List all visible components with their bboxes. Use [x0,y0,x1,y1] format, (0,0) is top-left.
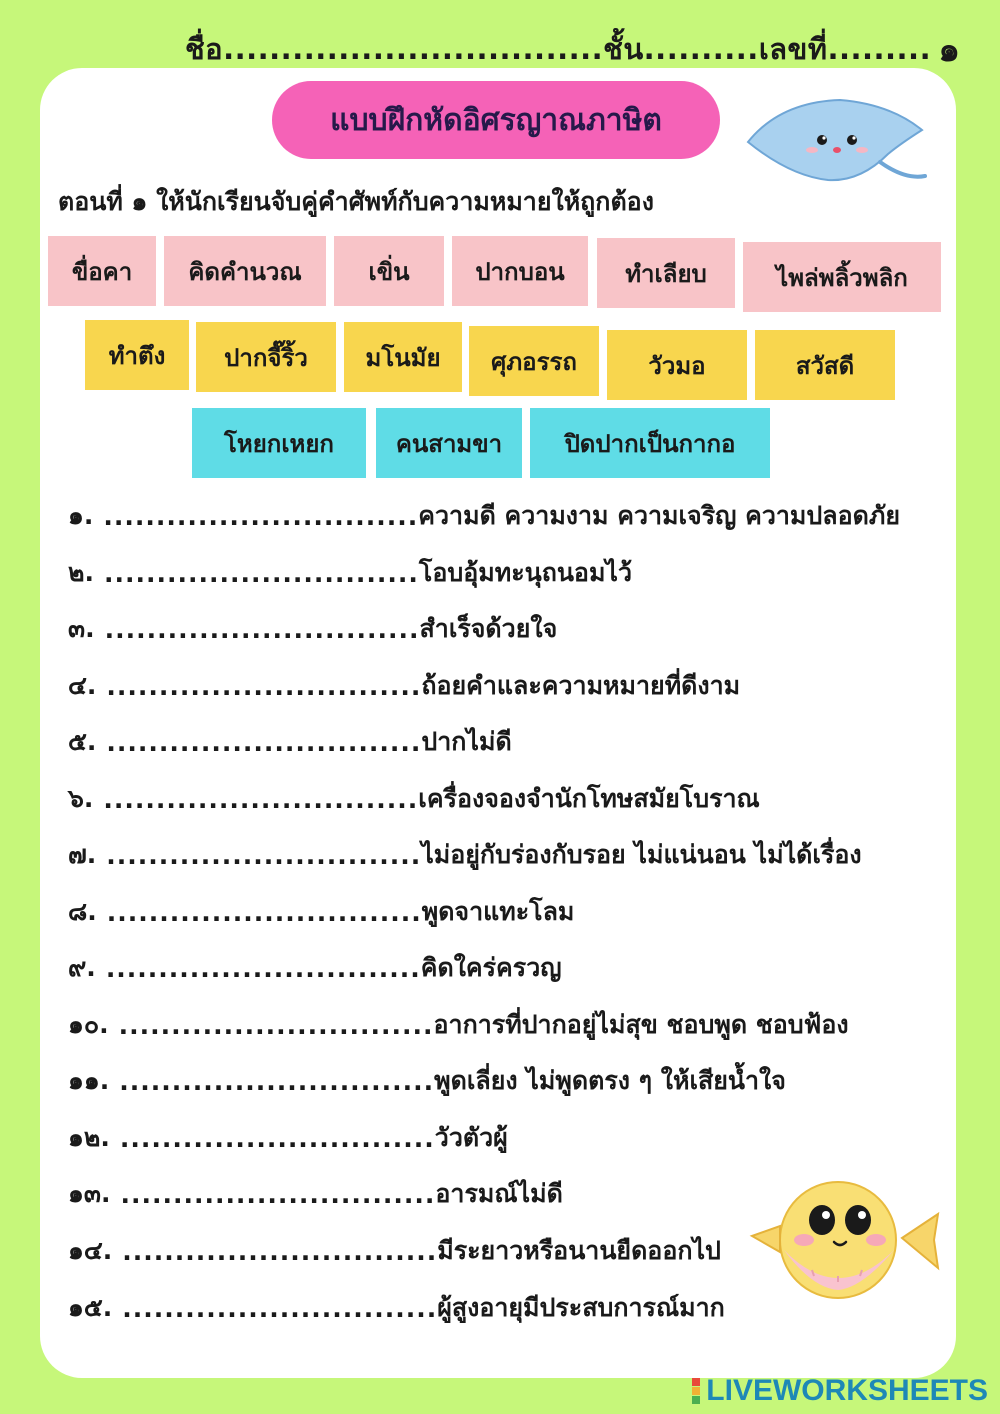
question-number: ๕. [68,727,97,756]
word-tag[interactable]: ศุภอรรถ [469,326,599,396]
question-meaning: ความดี ความงาม ความเจริญ ความปลอดภัย [418,501,900,530]
question-row [68,835,862,875]
answer-blank[interactable]: .............................. [120,1179,436,1209]
question-meaning: เครื่องจองจำนักโทษสมัยโบราณ [418,784,760,813]
student-info-header [0,18,1000,68]
question-row [68,496,900,536]
liveworksheets-logo[interactable] [692,1374,988,1408]
answer-blank[interactable]: .............................. [118,1010,434,1040]
question-row [68,1005,849,1045]
instruction-text: ตอนที่ ๑ ให้นักเรียนจับคู่คำศัพท์กับความหมายให้ถูกต้อง [58,187,654,216]
question-number: ๑๑. [68,1066,110,1095]
question-row [68,609,557,649]
question-meaning: อาการที่ปากอยู่ไม่สุข ชอบพูด ชอบฟ้อง [433,1010,849,1039]
word-tag[interactable]: ไพล่พลิ้วพลิก [743,242,941,312]
pufferfish-icon [742,1178,942,1302]
question-number: ๑๓. [68,1179,111,1208]
question-row [68,1061,786,1101]
worksheet-title [272,81,720,159]
question-meaning: ไม่อยู่กับร่องกับรอย ไม่แน่นอน ไม่ได้เรื่อง [421,840,862,869]
word-tag[interactable]: เขิ่น [334,236,444,306]
word-tag[interactable]: ปากบอน [452,236,588,306]
question-number: ๒. [68,558,94,587]
name-class-number-line[interactable]: ชื่อ.................................ชั้น..........เลขที่......... [185,32,932,66]
question-row [68,779,760,819]
question-meaning: คิดใคร่ครวญ [420,953,562,982]
question-meaning: มีระยาวหรือนานยืดออกไป [437,1236,721,1265]
answer-blank[interactable]: .............................. [106,671,422,701]
answer-blank[interactable]: .............................. [122,1293,438,1323]
question-meaning: ผู้สูงอายุมีประสบการณ์มาก [437,1293,725,1322]
question-meaning: พูดเลี่ยง ไม่พูดตรง ๆ ให้เสียน้ำใจ [434,1066,786,1095]
question-number: ๓. [68,614,95,643]
question-meaning: โอบอุ้มทะนุถนอมไว้ [418,558,633,587]
question-row [68,948,562,988]
question-meaning: พูดจาแทะโลม [421,897,575,926]
question-number: ๔. [68,671,97,700]
answer-blank[interactable]: .............................. [122,1236,438,1266]
question-number: ๑๒. [68,1123,110,1152]
answer-blank[interactable]: .............................. [106,897,422,927]
answer-blank[interactable]: .............................. [106,727,422,757]
word-tag[interactable]: คิดคำนวณ [164,236,326,306]
question-row [68,1174,563,1214]
question-row [68,553,632,593]
question-row [68,892,574,932]
answer-blank[interactable]: .............................. [103,558,419,588]
question-number: ๗. [68,840,97,869]
answer-blank[interactable]: .............................. [119,1123,435,1153]
answer-blank[interactable]: .............................. [104,614,420,644]
word-tag[interactable]: สวัสดี [755,330,895,400]
word-tag[interactable]: คนสามขา [376,408,522,478]
worksheet-title-text: แบบฝึกหัดอิศรญาณภาษิต [330,102,662,138]
question-meaning: วัวตัวผู้ [434,1123,508,1152]
question-number: ๑๔. [68,1236,113,1265]
question-number: ๖. [68,784,94,813]
question-number: ๘. [68,897,97,926]
question-number: ๑๐. [68,1010,109,1039]
question-number: ๑๕. [68,1293,113,1322]
answer-blank[interactable]: .............................. [119,1066,435,1096]
answer-blank[interactable]: .............................. [106,840,422,870]
question-number: ๑. [68,501,94,530]
question-row [68,722,512,762]
answer-blank[interactable]: .............................. [103,784,419,814]
word-tag[interactable]: โหยกเหยก [192,408,366,478]
question-meaning: อารมณ์ไม่ดี [435,1179,563,1208]
question-row [68,666,740,706]
word-tag[interactable]: มโนมัย [344,322,462,392]
stingray-icon [740,92,930,202]
word-tag[interactable]: ขื่อคา [48,236,156,306]
liveworksheets-brand-text: LIVEWORKSHEETS [706,1374,988,1407]
question-meaning: ถ้อยคำและความหมายที่ดีงาม [421,671,741,700]
page-number: ๑ [938,30,960,70]
liveworksheets-logo-icon [692,1378,700,1404]
question-row [68,1118,508,1158]
word-tag[interactable]: ทำตึง [85,320,189,390]
word-tag[interactable]: วัวมอ [607,330,747,400]
question-row [68,1231,721,1271]
answer-blank[interactable]: .............................. [105,953,421,983]
word-tag[interactable]: ปากจี๊ริ้ว [196,322,336,392]
question-row [68,1288,725,1328]
word-tag[interactable]: ปิดปากเป็นกากอ [530,408,770,478]
question-meaning: ปากไม่ดี [421,727,512,756]
answer-blank[interactable]: .............................. [103,501,419,531]
question-meaning: สำเร็จด้วยใจ [419,614,558,643]
question-number: ๙. [68,953,96,982]
word-tag[interactable]: ทำเลียบ [597,238,735,308]
